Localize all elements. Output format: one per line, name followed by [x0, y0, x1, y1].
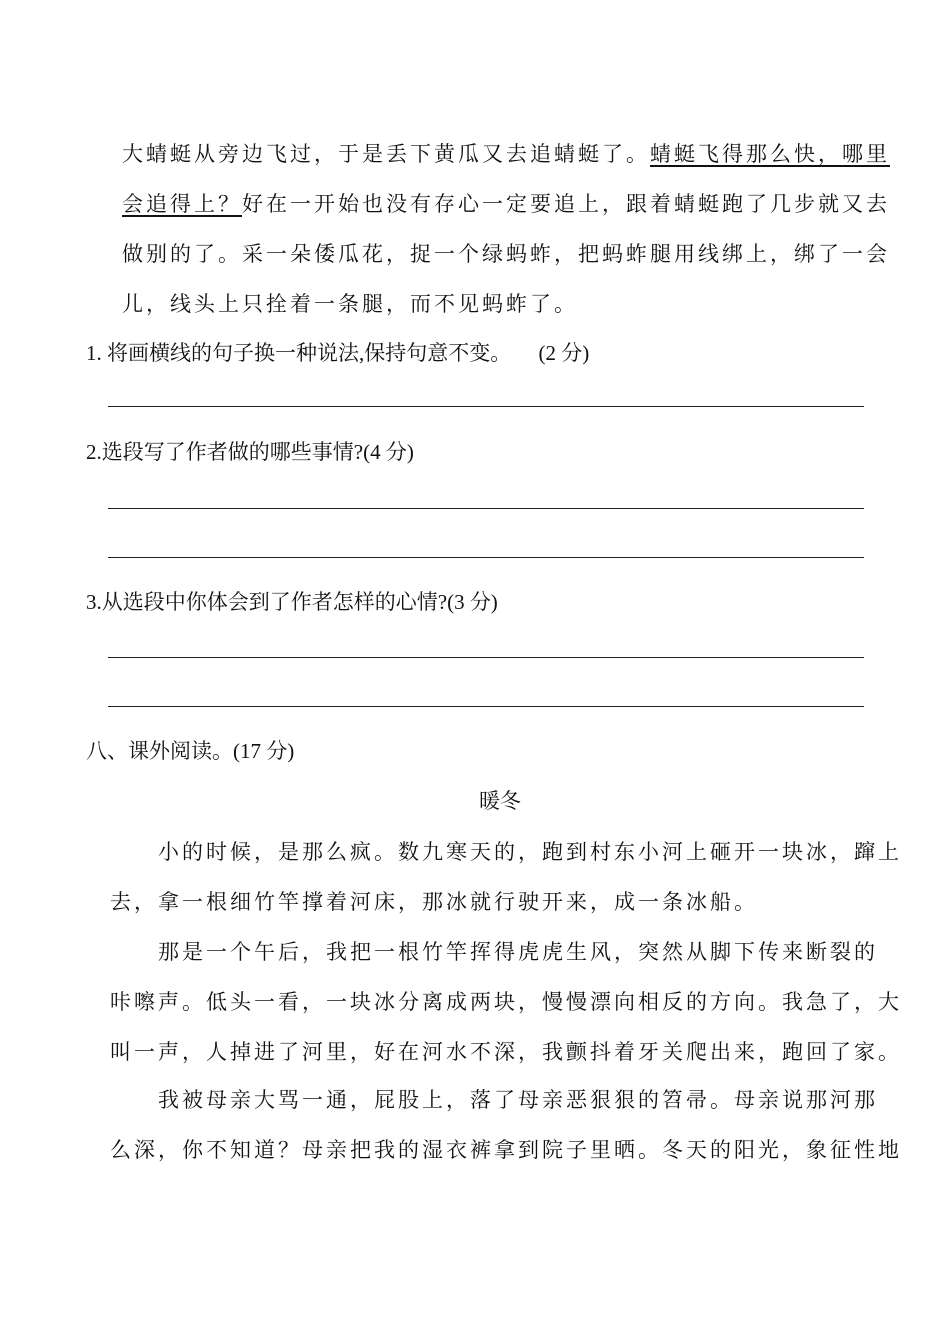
- question-text: 1. 将画横线的句子换一种说法,保持句意不变。: [86, 341, 512, 365]
- passage-text: 大蜻蜓从旁边飞过，于是丢下黄瓜又去追蜻蜓了。: [122, 142, 650, 166]
- article-line-2: 去，拿一根细竹竿撑着河床，那冰就行驶开来，成一条冰船。: [110, 890, 758, 914]
- article-line-6: 我被母亲大骂一通，屁股上，落了母亲恶狠狠的笤帚。母亲说那河那: [158, 1088, 878, 1112]
- passage-line-1: [122, 138, 890, 168]
- section-heading: 八、课外阅读。(17 分): [86, 739, 295, 763]
- answer-line-2b[interactable]: [108, 557, 864, 558]
- passage-text: 好在一开始也没有存心一定要追上，跟着蜻蜓跑了几步就又去: [242, 192, 890, 216]
- article-title: 暖冬: [479, 789, 521, 813]
- underlined-sentence: 蜻蜓飞得那么快，哪里: [650, 142, 890, 166]
- passage-line-3: 做别的了。采一朵倭瓜花，捉一个绿蚂蚱，把蚂蚱腿用线绑上，绑了一会: [122, 242, 890, 266]
- article-line-5: 叫一声，人掉进了河里，好在河水不深，我颤抖着牙关爬出来，跑回了家。: [110, 1040, 902, 1064]
- answer-line-3a[interactable]: [108, 657, 864, 658]
- question-2: 2.选段写了作者做的哪些事情?(4 分): [86, 440, 414, 464]
- article-line-4: 咔嚓声。低头一看，一块冰分离成两块，慢慢漂向相反的方向。我急了，大: [110, 990, 902, 1014]
- passage-line-4: 儿，线头上只拴着一条腿，而不见蚂蚱了。: [122, 292, 578, 316]
- article-line-1: 小的时候，是那么疯。数九寒天的，跑到村东小河上砸开一块冰，蹿上: [158, 840, 902, 864]
- question-3: 3.从选段中你体会到了作者怎样的心情?(3 分): [86, 590, 498, 614]
- answer-line-3b[interactable]: [108, 706, 864, 707]
- article-line-3: 那是一个午后，我把一根竹竿挥得虎虎生风，突然从脚下传来断裂的: [158, 940, 878, 964]
- question-points: (2 分): [538, 341, 590, 365]
- question-1: [86, 337, 589, 367]
- article-line-7: 么深，你不知道？母亲把我的湿衣裤拿到院子里晒。冬天的阳光，象征性地: [110, 1138, 902, 1162]
- passage-line-2: [122, 188, 890, 218]
- underlined-sentence: 会追得上？: [122, 192, 242, 216]
- answer-line-2a[interactable]: [108, 508, 864, 509]
- answer-line-1[interactable]: [108, 406, 864, 407]
